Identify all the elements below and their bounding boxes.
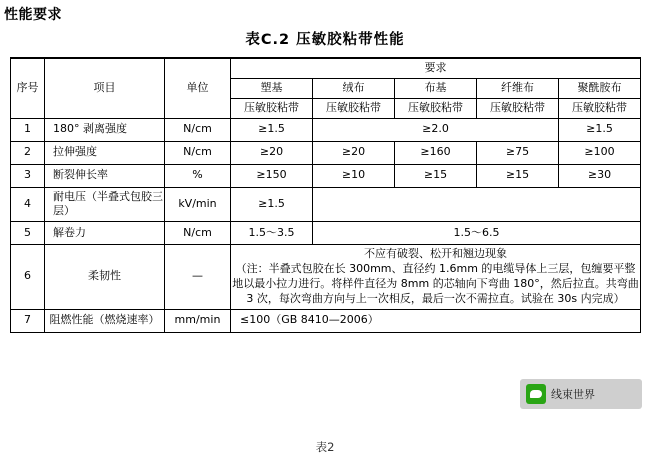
row-item: 拉伸强度	[45, 141, 165, 164]
header-sub-2a: 绒布	[313, 78, 395, 98]
row-value: ≤100（GB 8410—2006）	[231, 309, 641, 332]
row-item: 180° 剥离强度	[45, 118, 165, 141]
row-unit: N/cm	[165, 141, 231, 164]
row-no: 3	[11, 164, 45, 187]
row-no: 6	[11, 245, 45, 309]
row-value: ≥30	[559, 164, 641, 187]
table-row-flexibility	[11, 245, 641, 309]
table-title: 表C.2 压敏胶粘带性能	[245, 32, 405, 48]
row-value: ≥20	[313, 141, 395, 164]
row-item: 耐电压（半叠式包胶三层）	[45, 187, 165, 222]
header-sub-3a: 布基	[395, 78, 477, 98]
row-value: ≥15	[395, 164, 477, 187]
header-sub-4a: 纤维布	[477, 78, 559, 98]
header-item: 项目	[45, 58, 165, 118]
row-value: ≥160	[395, 141, 477, 164]
row-item: 断裂伸长率	[45, 164, 165, 187]
row-no: 2	[11, 141, 45, 164]
row-item: 阻燃性能（燃烧速率）	[45, 309, 165, 332]
header-sub-1b: 压敏胶粘带	[231, 98, 313, 118]
row-item: 解卷力	[45, 222, 165, 245]
row-unit: N/cm	[165, 222, 231, 245]
table-header-row-1	[11, 58, 641, 78]
row-unit: —	[165, 245, 231, 309]
row-no: 1	[11, 118, 45, 141]
row-no: 5	[11, 222, 45, 245]
row-value: ≥75	[477, 141, 559, 164]
row-value: ≥150	[231, 164, 313, 187]
spec-table	[10, 57, 641, 333]
row-value: ≥1.5	[231, 118, 313, 141]
header-unit: 单位	[165, 58, 231, 118]
header-requirement: 要求	[231, 58, 641, 78]
row-value: 1.5～6.5	[313, 222, 641, 245]
table-row	[11, 164, 641, 187]
note-line-1: 不应有破裂、松开和翘边现象	[364, 247, 507, 261]
row-unit: N/cm	[165, 118, 231, 141]
header-no: 序号	[11, 58, 45, 118]
row-note	[231, 245, 641, 309]
row-value: ≥100	[559, 141, 641, 164]
row-value	[313, 187, 641, 222]
header-sub-5a: 聚酰胺布	[559, 78, 641, 98]
spec-table-wrapper	[10, 57, 640, 333]
table-row	[11, 222, 641, 245]
table-row-flammability	[11, 309, 641, 332]
note-line-2: （注：半叠式包胶在长 300mm、直径约 1.6mm 的电缆导体上三层，包缠要平整地以最小拉力进行。将样件直径为 8mm 的芯轴向下弯曲 180°，然后拉直。共弯曲 3 次，每次弯曲方向与上一次相反，最后一次不需拉直。试验在 30s 内完成）	[232, 262, 639, 305]
row-value: ≥15	[477, 164, 559, 187]
row-unit: kV/min	[165, 187, 231, 222]
header-sub-5b: 压敏胶粘带	[559, 98, 641, 118]
row-unit: mm/min	[165, 309, 231, 332]
header-sub-3b: 压敏胶粘带	[395, 98, 477, 118]
row-no: 4	[11, 187, 45, 222]
page-heading: 性能要求	[4, 7, 62, 23]
header-sub-1a: 塑基	[231, 78, 313, 98]
row-no: 7	[11, 309, 45, 332]
table-row	[11, 141, 641, 164]
header-sub-4b: 压敏胶粘带	[477, 98, 559, 118]
row-unit: %	[165, 164, 231, 187]
row-item: 柔韧性	[45, 245, 165, 309]
row-value: ≥1.5	[559, 118, 641, 141]
table-row	[11, 118, 641, 141]
figure-caption: 表2	[315, 440, 335, 454]
header-sub-2b: 压敏胶粘带	[313, 98, 395, 118]
watermark-label: 线束世界	[551, 388, 595, 401]
row-value: ≥20	[231, 141, 313, 164]
watermark-badge	[520, 379, 642, 409]
row-value: ≥10	[313, 164, 395, 187]
row-value: ≥2.0	[313, 118, 559, 141]
table-row	[11, 187, 641, 222]
wechat-logo-icon	[526, 384, 546, 404]
row-value: 1.5～3.5	[231, 222, 313, 245]
row-value: ≥1.5	[231, 187, 313, 222]
